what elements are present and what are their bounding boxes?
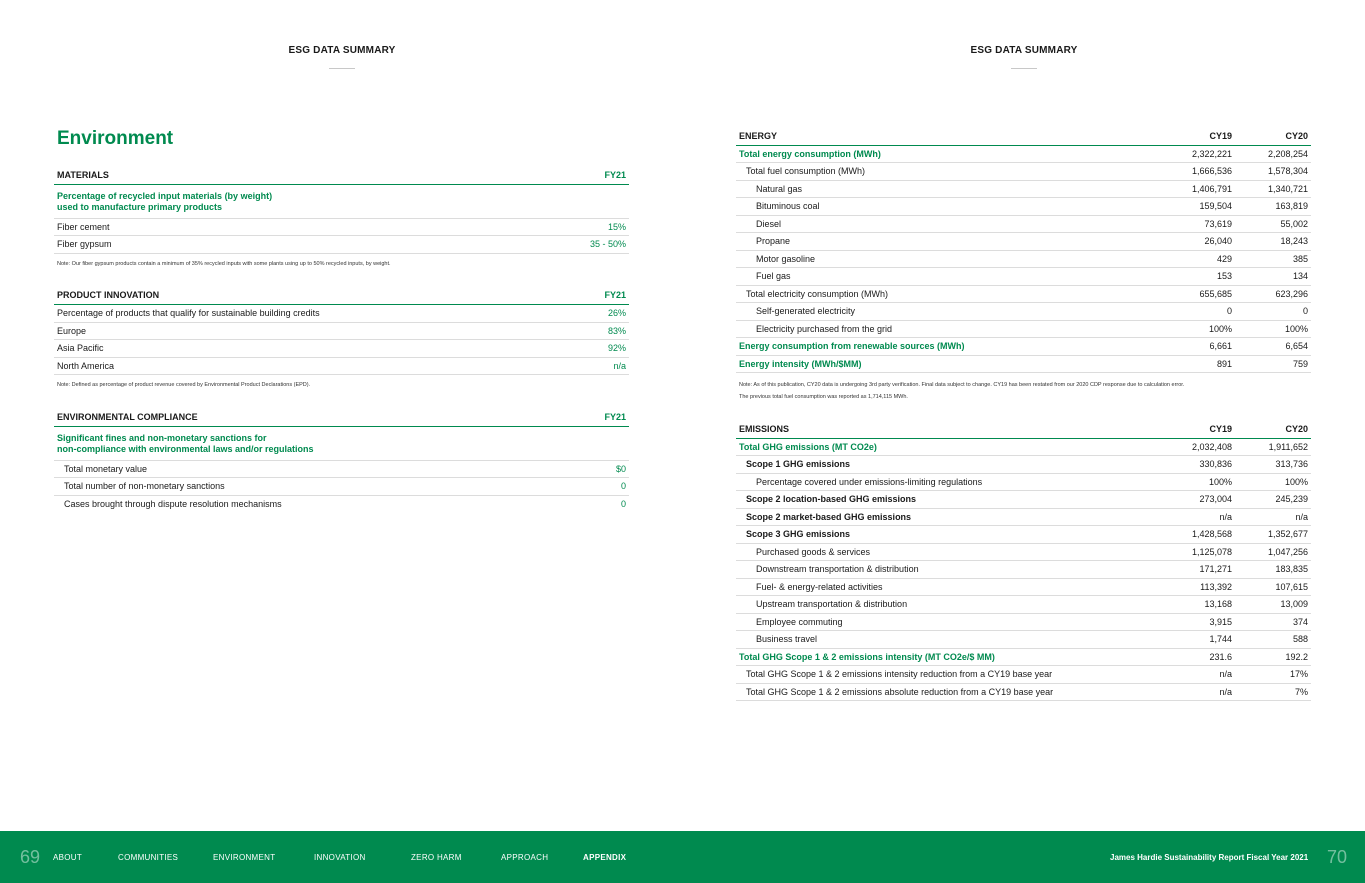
page-header-title: ESG DATA SUMMARY [970, 45, 1078, 56]
row-value: 83% [557, 322, 629, 340]
materials-block [54, 167, 629, 270]
row-value: 245,239 [1235, 491, 1311, 509]
row-value: 26% [557, 305, 629, 323]
row-value: 159,504 [1159, 198, 1235, 216]
emissions-block [736, 421, 1311, 701]
energy-table [736, 128, 1311, 373]
table-note [736, 373, 1311, 403]
row-value: n/a [557, 357, 629, 375]
metric-heading [54, 184, 629, 218]
row-label: Energy consumption from renewable sources (MWh) [736, 338, 1159, 356]
report-title: James Hardie Sustainability Report Fiscal Year 2021 [1110, 853, 1309, 862]
table-row [736, 613, 1311, 631]
row-value: 0 [1235, 303, 1311, 321]
row-value: 15% [557, 218, 629, 236]
row-value: 153 [1159, 268, 1235, 286]
table-row [736, 438, 1311, 456]
row-value: 385 [1235, 250, 1311, 268]
row-value: 313,736 [1235, 456, 1311, 474]
row-label: Diesel [736, 215, 1159, 233]
column-header: FY21 [557, 409, 629, 426]
metric-heading-line: used to manufacture primary products [57, 201, 223, 212]
column-header: CY19 [1159, 128, 1235, 145]
row-label: Percentage of products that qualify for sustainable building credits [54, 305, 557, 323]
row-label: Percentage covered under emissions-limiting regulations [736, 473, 1159, 491]
row-label: Total monetary value [54, 460, 557, 478]
row-label: Fuel gas [736, 268, 1159, 286]
note-line: Note: As of this publication, CY20 data is undergoing 3rd party verification. Final data subject to change. CY19 has been restated from our 2020 CDP response due to calculation error. [739, 382, 1185, 388]
row-value: 1,911,652 [1235, 438, 1311, 456]
row-value: 1,047,256 [1235, 543, 1311, 561]
row-label: Fiber cement [54, 218, 557, 236]
row-value: 100% [1235, 473, 1311, 491]
row-label: Total GHG Scope 1 & 2 emissions intensity (MT CO2e/$ MM) [736, 648, 1159, 666]
page-number-right: 70 [1327, 847, 1348, 867]
emissions-table [736, 421, 1311, 701]
row-value: 7% [1235, 683, 1311, 701]
row-label: Propane [736, 233, 1159, 251]
row-label: Energy intensity (MWh/$MM) [736, 355, 1159, 373]
page-header-left [282, 45, 402, 69]
table-row [736, 355, 1311, 373]
table-row [54, 495, 629, 513]
metric-heading-line: non-compliance with environmental laws and/or regulations [57, 443, 314, 454]
row-label: Total number of non-monetary sanctions [54, 478, 557, 496]
row-value: 273,004 [1159, 491, 1235, 509]
row-value: 0 [620, 499, 626, 509]
row-label: Total energy consumption (MWh) [736, 145, 1159, 163]
row-label: Total GHG Scope 1 & 2 emissions intensity reduction from a CY19 base year [736, 666, 1159, 684]
table-row [736, 303, 1311, 321]
table-row [736, 145, 1311, 163]
row-label: Asia Pacific [54, 340, 557, 358]
table-row [736, 683, 1311, 701]
row-value: 1,428,568 [1159, 526, 1235, 544]
row-value: $0 [557, 460, 629, 478]
right-page [736, 128, 1311, 719]
row-value: 1,352,677 [1235, 526, 1311, 544]
row-value: n/a [1159, 666, 1235, 684]
table-heading: ENERGY [736, 128, 1159, 145]
column-header: CY20 [1235, 421, 1311, 438]
column-header: CY20 [1235, 128, 1311, 145]
table-row [736, 285, 1311, 303]
table-row [736, 338, 1311, 356]
table-row [54, 460, 629, 478]
table-row [736, 473, 1311, 491]
row-label: Employee commuting [736, 613, 1159, 631]
table-row [736, 578, 1311, 596]
row-value: 429 [1159, 250, 1235, 268]
page-number-left: 69 [20, 847, 41, 867]
metric-heading-line: Percentage of recycled input materials (by weight) [57, 190, 273, 201]
table-row [736, 180, 1311, 198]
nav-appendix[interactable]: APPENDIX [583, 853, 627, 862]
table-row [736, 491, 1311, 509]
row-label: Electricity purchased from the grid [736, 320, 1159, 338]
row-value: 55,002 [1235, 215, 1311, 233]
table-row [736, 543, 1311, 561]
row-value: 100% [1235, 320, 1311, 338]
table-row [736, 508, 1311, 526]
metric-heading-line: Significant fines and non-monetary sanctions for [57, 432, 267, 443]
row-value: 13,009 [1235, 596, 1311, 614]
row-label: Total fuel consumption (MWh) [736, 163, 1159, 181]
row-value: 134 [1235, 268, 1311, 286]
table-row [54, 322, 629, 340]
table-row [736, 320, 1311, 338]
row-value: n/a [1235, 508, 1311, 526]
table-row [736, 163, 1311, 181]
column-header: FY21 [557, 288, 629, 305]
compliance-block [54, 409, 629, 513]
table-row [54, 218, 629, 236]
table-row [736, 596, 1311, 614]
nav-approach[interactable]: APPROACH [501, 853, 549, 862]
row-value: 73,619 [1159, 215, 1235, 233]
footer-bar [0, 831, 1365, 883]
row-value: 588 [1235, 631, 1311, 649]
row-label: Fuel- & energy-related activities [736, 578, 1159, 596]
row-value: 6,654 [1235, 338, 1311, 356]
innovation-table [54, 288, 629, 376]
row-value: 231.6 [1159, 648, 1235, 666]
row-value: 1,578,304 [1235, 163, 1311, 181]
row-label: Europe [54, 322, 557, 340]
table-row [736, 526, 1311, 544]
table-row [54, 236, 629, 254]
row-value: 183,835 [1235, 561, 1311, 579]
row-label: Purchased goods & services [736, 543, 1159, 561]
row-value: 1,125,078 [1159, 543, 1235, 561]
table-row [736, 198, 1311, 216]
row-label: Total GHG Scope 1 & 2 emissions absolute reduction from a CY19 base year [736, 683, 1159, 701]
header-divider [329, 68, 355, 69]
table-row [736, 561, 1311, 579]
row-value: 330,836 [1159, 456, 1235, 474]
energy-block [736, 128, 1311, 403]
row-value: 192.2 [1235, 648, 1311, 666]
row-value: 1,406,791 [1159, 180, 1235, 198]
row-value: 3,915 [1159, 613, 1235, 631]
row-value: 891 [1159, 355, 1235, 373]
row-label: Scope 2 location-based GHG emissions [736, 491, 1159, 509]
table-note: Note: Defined as percentage of product revenue covered by Environmental Product Declarations (EPD). [57, 382, 311, 388]
table-row [736, 648, 1311, 666]
nav-innovation[interactable]: INNOVATION [314, 853, 366, 862]
row-value: 1,340,721 [1235, 180, 1311, 198]
nav-environment[interactable]: ENVIRONMENT [213, 853, 276, 862]
table-row [736, 233, 1311, 251]
column-header: CY19 [1159, 421, 1235, 438]
row-value: 374 [1235, 613, 1311, 631]
row-value: 1,666,536 [1159, 163, 1235, 181]
section-title: Environment [57, 128, 174, 149]
row-value: 0 [1159, 303, 1235, 321]
row-value: 623,296 [1235, 285, 1311, 303]
nav-about[interactable]: ABOUT [53, 853, 83, 862]
row-value: 113,392 [1159, 578, 1235, 596]
row-label: Self-generated electricity [736, 303, 1159, 321]
table-row [736, 631, 1311, 649]
table-row [736, 666, 1311, 684]
row-value: 2,032,408 [1159, 438, 1235, 456]
table-heading: EMISSIONS [736, 421, 1159, 438]
row-label: Business travel [736, 631, 1159, 649]
table-row [54, 478, 629, 496]
row-value: 92% [557, 340, 629, 358]
nav-communities[interactable]: COMMUNITIES [118, 853, 179, 862]
table-row [54, 340, 629, 358]
row-label: Motor gasoline [736, 250, 1159, 268]
row-value: n/a [1159, 508, 1235, 526]
row-label: Natural gas [736, 180, 1159, 198]
page-header-title: ESG DATA SUMMARY [288, 45, 396, 56]
row-value: 17% [1235, 666, 1311, 684]
materials-table [54, 167, 629, 254]
row-value: 171,271 [1159, 561, 1235, 579]
innovation-block [54, 288, 629, 392]
table-row [54, 305, 629, 323]
row-value: 759 [1235, 355, 1311, 373]
row-value: 0 [557, 478, 629, 496]
table-row [736, 456, 1311, 474]
row-value: 2,322,221 [1159, 145, 1235, 163]
row-label: Downstream transportation & distribution [736, 561, 1159, 579]
row-value: 107,615 [1235, 578, 1311, 596]
row-value: 163,819 [1235, 198, 1311, 216]
header-divider [1011, 68, 1037, 69]
table-heading: MATERIALS [54, 167, 557, 184]
row-value: 1,744 [1159, 631, 1235, 649]
row-label: North America [54, 357, 557, 375]
page-header-right [964, 45, 1084, 69]
row-label: Scope 2 market-based GHG emissions [736, 508, 1159, 526]
row-label: Bituminous coal [736, 198, 1159, 216]
table-row [736, 268, 1311, 286]
table-heading: PRODUCT INNOVATION [54, 288, 557, 305]
metric-heading [54, 426, 629, 460]
row-label: Scope 1 GHG emissions [736, 456, 1159, 474]
row-value: 100% [1159, 473, 1235, 491]
row-label: Fiber gypsum [54, 236, 557, 254]
row-value: 100% [1159, 320, 1235, 338]
row-label: Cases brought through dispute resolution mechanisms [64, 499, 282, 509]
row-value: 35 - 50% [557, 236, 629, 254]
row-value: n/a [1159, 683, 1235, 701]
row-value: 13,168 [1159, 596, 1235, 614]
row-label: Upstream transportation & distribution [736, 596, 1159, 614]
column-header: FY21 [557, 167, 629, 184]
nav-zero-harm[interactable]: ZERO HARM [411, 853, 462, 862]
row-value: 655,685 [1159, 285, 1235, 303]
row-label: Scope 3 GHG emissions [736, 526, 1159, 544]
row-value: 26,040 [1159, 233, 1235, 251]
row-value: 18,243 [1235, 233, 1311, 251]
row-label: Total electricity consumption (MWh) [736, 285, 1159, 303]
table-row [736, 215, 1311, 233]
left-page [54, 128, 629, 531]
table-row [736, 250, 1311, 268]
compliance-table [54, 409, 629, 513]
table-heading: ENVIRONMENTAL COMPLIANCE [54, 409, 557, 426]
row-value: 6,661 [1159, 338, 1235, 356]
note-line: The previous total fuel consumption was reported as 1,714,115 MWh. [739, 394, 908, 400]
row-value: 2,208,254 [1235, 145, 1311, 163]
table-row [54, 357, 629, 375]
row-label: Total GHG emissions (MT CO2e) [736, 438, 1159, 456]
table-note: Note: Our fiber gypsum products contain a minimum of 35% recycled inputs with some plants using up to 50% recycled inputs, by weight. [57, 260, 391, 267]
